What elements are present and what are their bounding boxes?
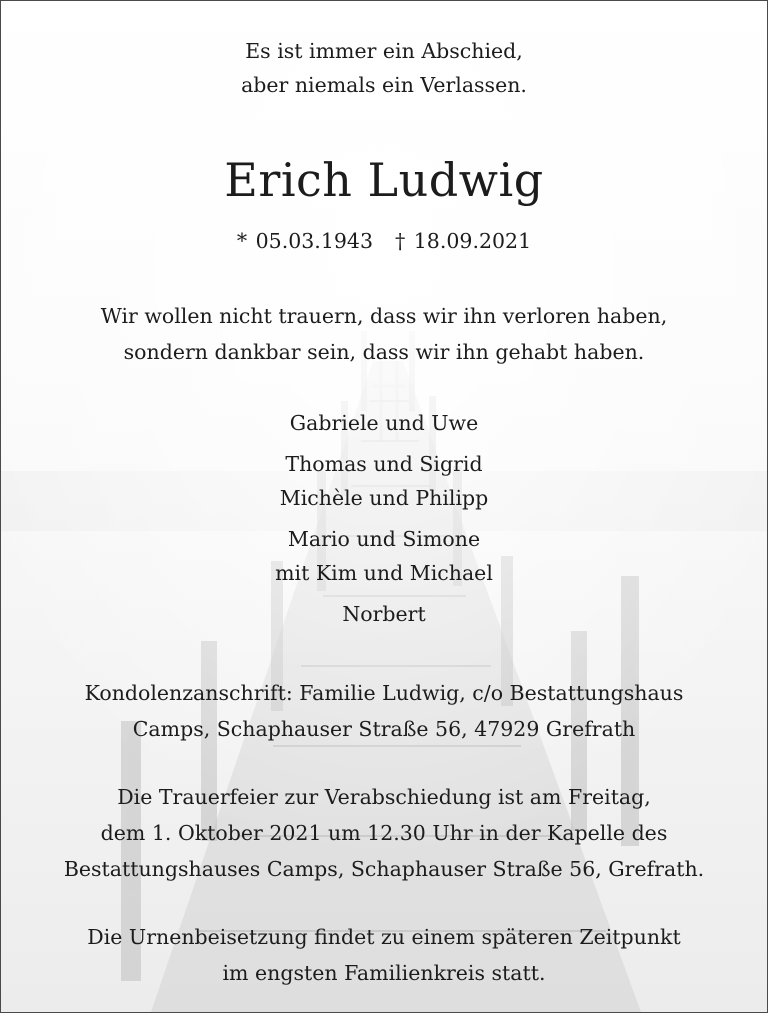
- motto: [1, 34, 767, 102]
- death-date: † 18.09.2021: [395, 229, 532, 253]
- memorial-quote: [1, 298, 767, 370]
- deceased-name: Erich Ludwig: [224, 153, 544, 207]
- address-line: Camps, Schaphauser Straße 56, 47929 Grefrath: [132, 717, 636, 741]
- survivor-group: [1, 447, 767, 515]
- survivor-name: Gabriele und Uwe: [289, 411, 479, 435]
- motto-line: Es ist immer ein Abschied,: [245, 39, 523, 63]
- motto-line: aber niemals ein Verlassen.: [241, 73, 527, 97]
- burial-line: im engsten Familienkreis statt.: [222, 961, 546, 985]
- survivor-group: [1, 522, 767, 590]
- survivor-name: Michèle und Philipp: [279, 486, 489, 510]
- address-line: Kondolenzanschrift: Familie Ludwig, c/o Bestattungshaus: [84, 681, 684, 705]
- condolence-address: [1, 675, 767, 747]
- quote-line: Wir wollen nicht trauern, dass wir ihn verloren haben,: [100, 304, 668, 328]
- survivor-name: mit Kim und Michael: [275, 561, 493, 585]
- service-line: dem 1. Oktober 2021 um 12.30 Uhr in der Kapelle des: [100, 821, 668, 845]
- burial-line: Die Urnenbeisetzung findet zu einem späteren Zeitpunkt: [87, 925, 681, 949]
- birth-date: * 05.03.1943: [236, 229, 373, 253]
- survivor-group: [1, 597, 767, 631]
- survivors-list: [1, 406, 767, 638]
- survivor-group: [1, 406, 767, 440]
- quote-line: sondern dankbar sein, dass wir ihn gehabt haben.: [123, 340, 645, 364]
- service-line: Die Trauerfeier zur Verabschiedung ist am Freitag,: [117, 785, 651, 809]
- service-line: Bestattungshauses Camps, Schaphauser Straße 56, Grefrath.: [63, 857, 705, 881]
- urn-burial-info: [1, 919, 767, 991]
- funeral-service-info: [1, 779, 767, 887]
- survivor-name: Mario und Simone: [287, 527, 481, 551]
- life-dates: [1, 224, 767, 258]
- survivor-name: Norbert: [342, 602, 426, 626]
- survivor-name: Thomas und Sigrid: [285, 452, 483, 476]
